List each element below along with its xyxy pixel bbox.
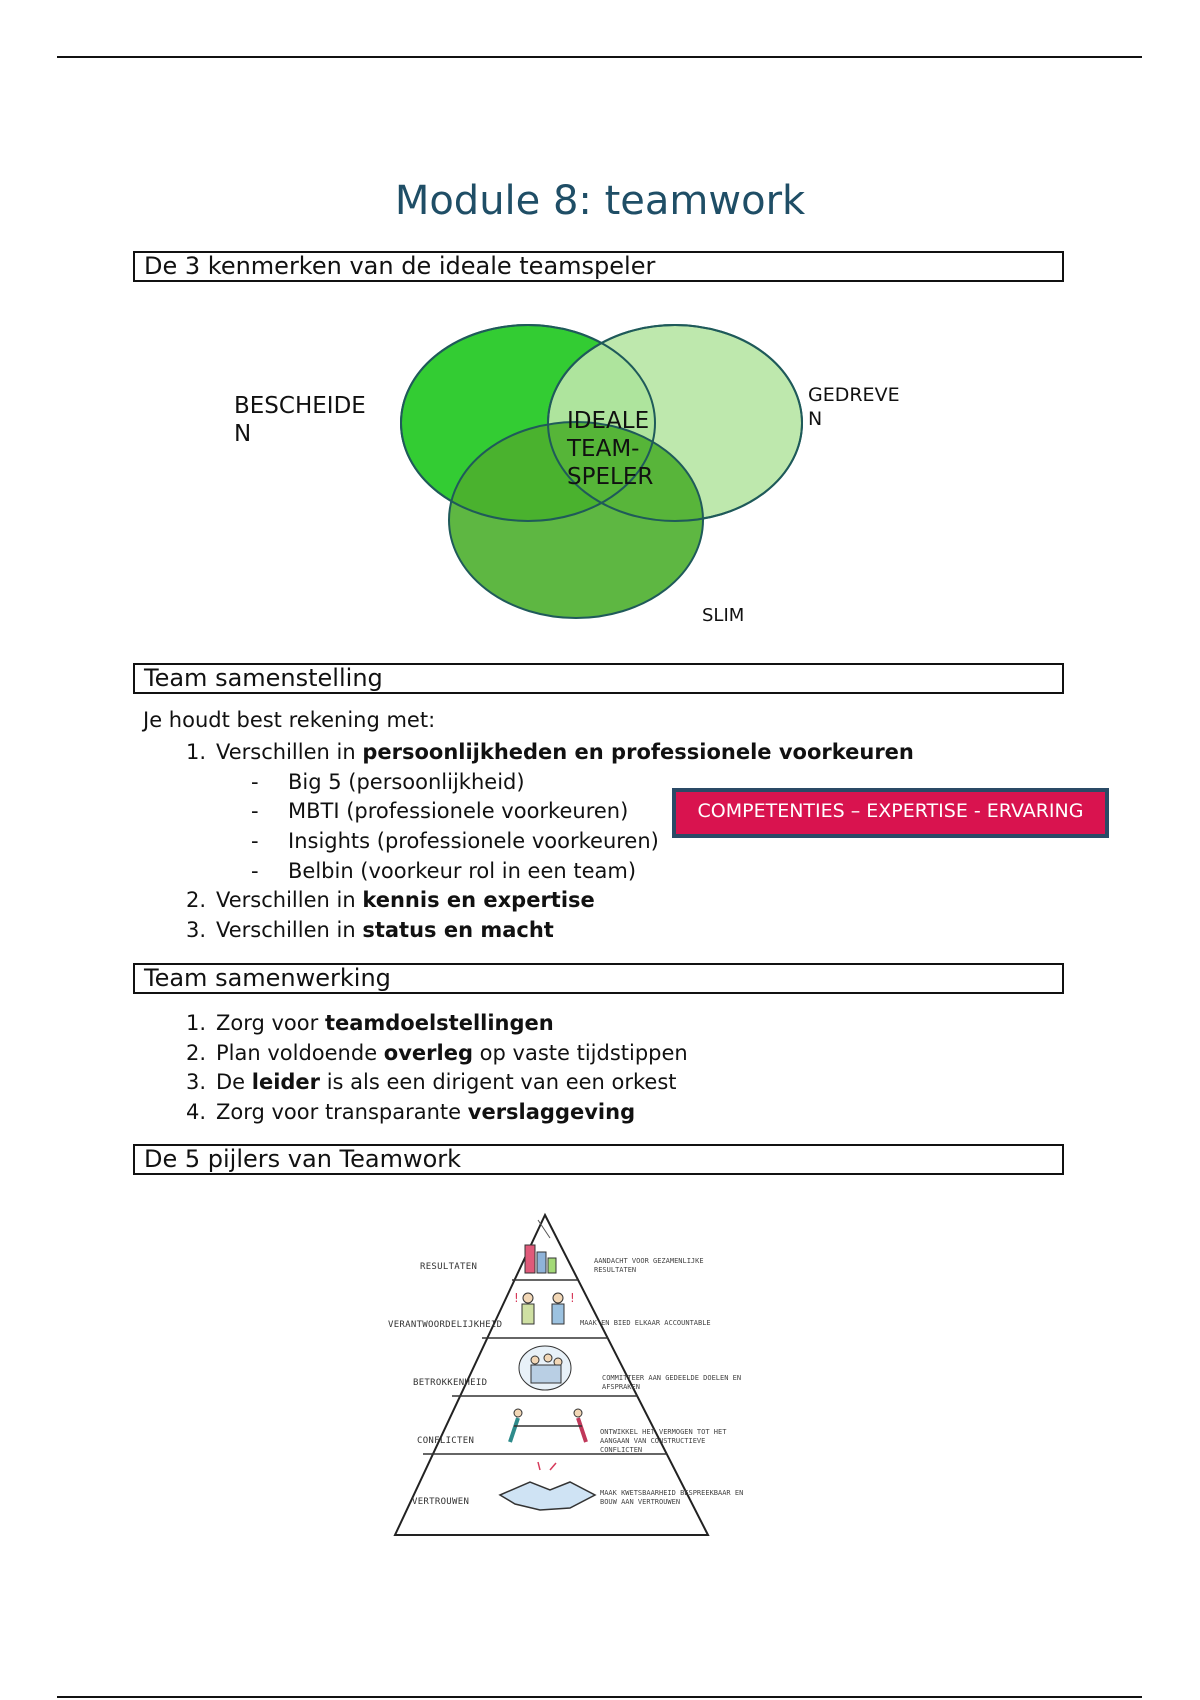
section-header-kenmerken: De 3 kenmerken van de ideale teamspeler [133, 251, 1064, 282]
footer-rule [57, 1696, 1142, 1698]
commitment-group-icon [519, 1346, 571, 1390]
venn-label-bescheiden: BESCHEIDE N [234, 393, 366, 447]
samenstelling-item-2: 2. Verschillen in kennis en expertise [185, 888, 595, 912]
pyramid-level-5-desc: MAAK KWETSBAARHEID BESPREEKBAAR EN BOUW AAN VERTROUWEN [600, 1489, 744, 1506]
header-rule [57, 56, 1142, 58]
samenstelling-item-1: 1. Verschillen in persoonlijkheden en professionele voorkeuren [185, 740, 914, 764]
samenwerking-item-3: 3. De leider is als een dirigent van een orkest [185, 1070, 677, 1094]
samenstelling-item-3: 3. Verschillen in status en macht [185, 918, 554, 942]
svg-text:!: ! [514, 1291, 519, 1305]
samenstelling-subitem-1: - Big 5 (persoonlijkheid) [251, 770, 525, 794]
page-title: Module 8: teamwork [394, 178, 806, 224]
samenwerking-item-1: 1. Zorg voor teamdoelstellingen [185, 1011, 554, 1035]
pyramid-level-4-desc: ONTWIKKEL HET VERMOGEN TOT HET AANGAAN VAN CONSTRUCTIEVE CONFLICTEN [600, 1428, 727, 1454]
pyramid-level-5-label: VERTROUWEN [412, 1497, 470, 1507]
pyramid-level-2-desc: MAAK EN BIED ELKAAR ACCOUNTABLE [580, 1319, 711, 1327]
samenwerking-item-2: 2. Plan voldoende overleg op vaste tijdstippen [185, 1041, 688, 1065]
samenstelling-subitem-4: - Belbin (voorkeur rol in een team) [251, 859, 637, 883]
samenstelling-subitem-3: - Insights (professionele voorkeuren) [251, 829, 659, 853]
venn-label-slim: SLIM [702, 605, 745, 626]
section-header-samenwerking: Team samenwerking [133, 963, 1064, 994]
pyramid-level-1-desc: AANDACHT VOOR GEZAMENLIJKE RESULTATEN [594, 1257, 704, 1274]
competenties-banner-text: COMPETENTIES – EXPERTISE - ERVARING [697, 800, 1084, 822]
venn-label-gedreven: GEDREVE N [808, 384, 900, 430]
pyramid-level-1-label: RESULTATEN [420, 1262, 478, 1272]
pyramid-level-4-label: CONFLICTEN [417, 1436, 475, 1446]
samenstelling-intro: Je houdt best rekening met: [143, 708, 436, 732]
section-header-pijlers: De 5 pijlers van Teamwork [133, 1144, 1064, 1175]
competenties-banner [672, 788, 1109, 838]
venn-label-center: IDEALE TEAM- SPELER [567, 408, 654, 490]
pyramid-level-3-label: BETROKKENHEID [413, 1378, 488, 1388]
pyramid-level-2-label: VERANTWOORDELIJKHEID [388, 1320, 503, 1330]
samenwerking-item-4: 4. Zorg voor transparante verslaggeving [185, 1100, 636, 1124]
section-header-samenstelling: Team samenstelling [133, 663, 1064, 694]
samenstelling-subitem-2: - MBTI (professionele voorkeuren) [251, 799, 629, 823]
svg-text:!: ! [570, 1291, 575, 1305]
pyramid-level-3-desc: COMMITTEER AAN GEDEELDE DOELEN EN AFSPRAKEN [602, 1374, 742, 1391]
